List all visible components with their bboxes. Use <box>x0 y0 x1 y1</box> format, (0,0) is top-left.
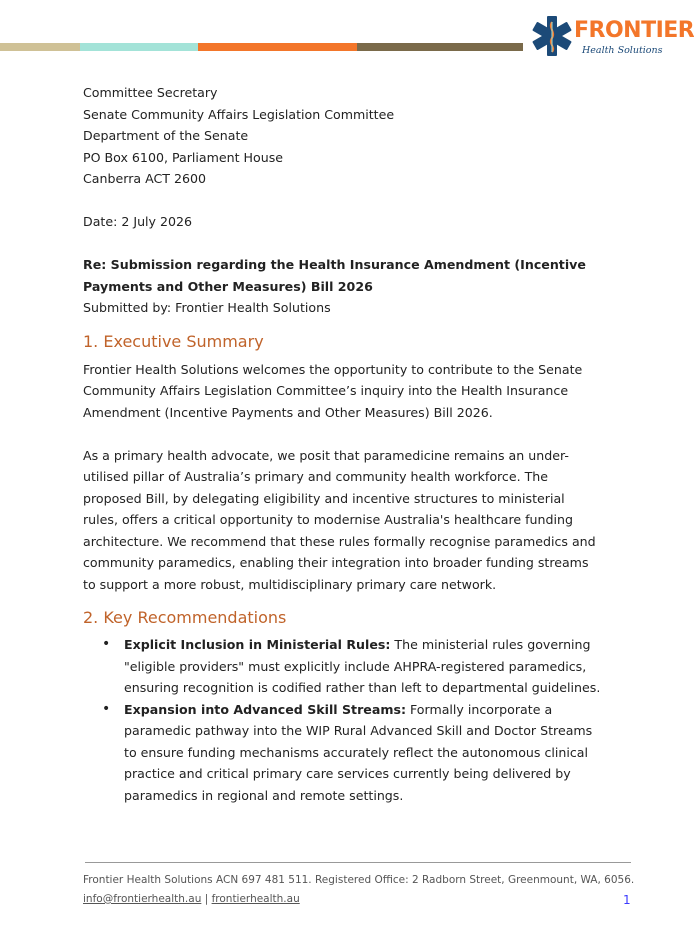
frontier-logo <box>530 14 694 62</box>
executive-summary-paragraph-2: As a primary health advocate, we posit that paramedicine remains an under-utilised pillar of Australia’s primary and community health workforce. The proposed Bill, by delegating eligibility and incentive structures to ministerial rules, offers a critical opportunity to modernise Australia's healthcare funding architecture. We recommend that these rules formally recognise paramedics and community paramedics, enabling their integration into broader funding streams to support a more robust, multidisciplinary primary care network. <box>83 447 596 592</box>
submitted-by: Submitted by: Frontier Health Solutions <box>83 300 331 315</box>
header-color-bar-1 <box>0 43 80 51</box>
list-item <box>124 699 603 807</box>
letter-date: Date: 2 July 2026 <box>83 214 193 229</box>
recipient-address <box>83 82 603 190</box>
recommendation-text: Formally incorporate a paramedic pathway into the WIP Rural Advanced Skill and Doctor Streams to ensure funding mechanisms accurately reflect the autonomous clinical practice and critical primary care services currently being delivered by paramedics in regional and remote settings. <box>124 701 593 803</box>
recommendation-lead: Explicit Inclusion in Ministerial Rules: <box>124 637 391 652</box>
star-of-life-icon <box>530 14 574 58</box>
footer-divider <box>85 862 631 863</box>
subject-line: Re: Submission regarding the Health Insurance Amendment (Incentive Payments and Other Measures) Bill 2026 <box>83 257 586 294</box>
page-number: 1 <box>623 893 631 907</box>
letter-body <box>83 82 603 806</box>
section-heading-executive-summary: 1. Executive Summary <box>83 331 264 351</box>
executive-summary-paragraph-1: Frontier Health Solutions welcomes the opportunity to contribute to the Senate Community Affairs Legislation Committee’s inquiry into the Health Insurance Amendment (Incentive Payments and Other Measures) Bill 2026. <box>83 361 583 420</box>
recommendation-text: The ministerial rules governing "eligible providers" must explicitly include AHPRA-registered paramedics, ensuring recognition is codified rather than left to departmental guidelines. <box>124 637 601 695</box>
footer-links <box>83 893 300 905</box>
email-link[interactable]: info@frontierhealth.au <box>83 893 202 905</box>
recommendation-lead: Expansion into Advanced Skill Streams: <box>124 701 406 717</box>
section-heading-key-recommendations: 2. Key Recommendations <box>83 608 287 627</box>
header-color-bar-4 <box>357 43 523 51</box>
address-line: Canberra ACT 2600 <box>83 171 207 186</box>
address-line: Committee Secretary <box>83 85 218 100</box>
header-color-bar-3 <box>198 43 357 51</box>
logo-subtitle: Health Solutions <box>582 45 663 56</box>
list-item <box>124 634 603 699</box>
logo-wordmark: FRONTIER <box>574 18 694 43</box>
website-link[interactable]: frontierhealth.au <box>211 893 300 905</box>
link-separator: | <box>201 893 212 905</box>
address-line: Department of the Senate <box>83 128 249 143</box>
header-color-bar-2 <box>80 43 198 51</box>
address-line: PO Box 6100, Parliament House <box>83 149 284 165</box>
footer-registration: Frontier Health Solutions ACN 697 481 511. Registered Office: 2 Radborn Street, Greenmount, WA, 6056. <box>83 874 635 886</box>
recommendations-list <box>83 634 603 806</box>
address-line: Senate Community Affairs Legislation Committee <box>83 106 395 122</box>
